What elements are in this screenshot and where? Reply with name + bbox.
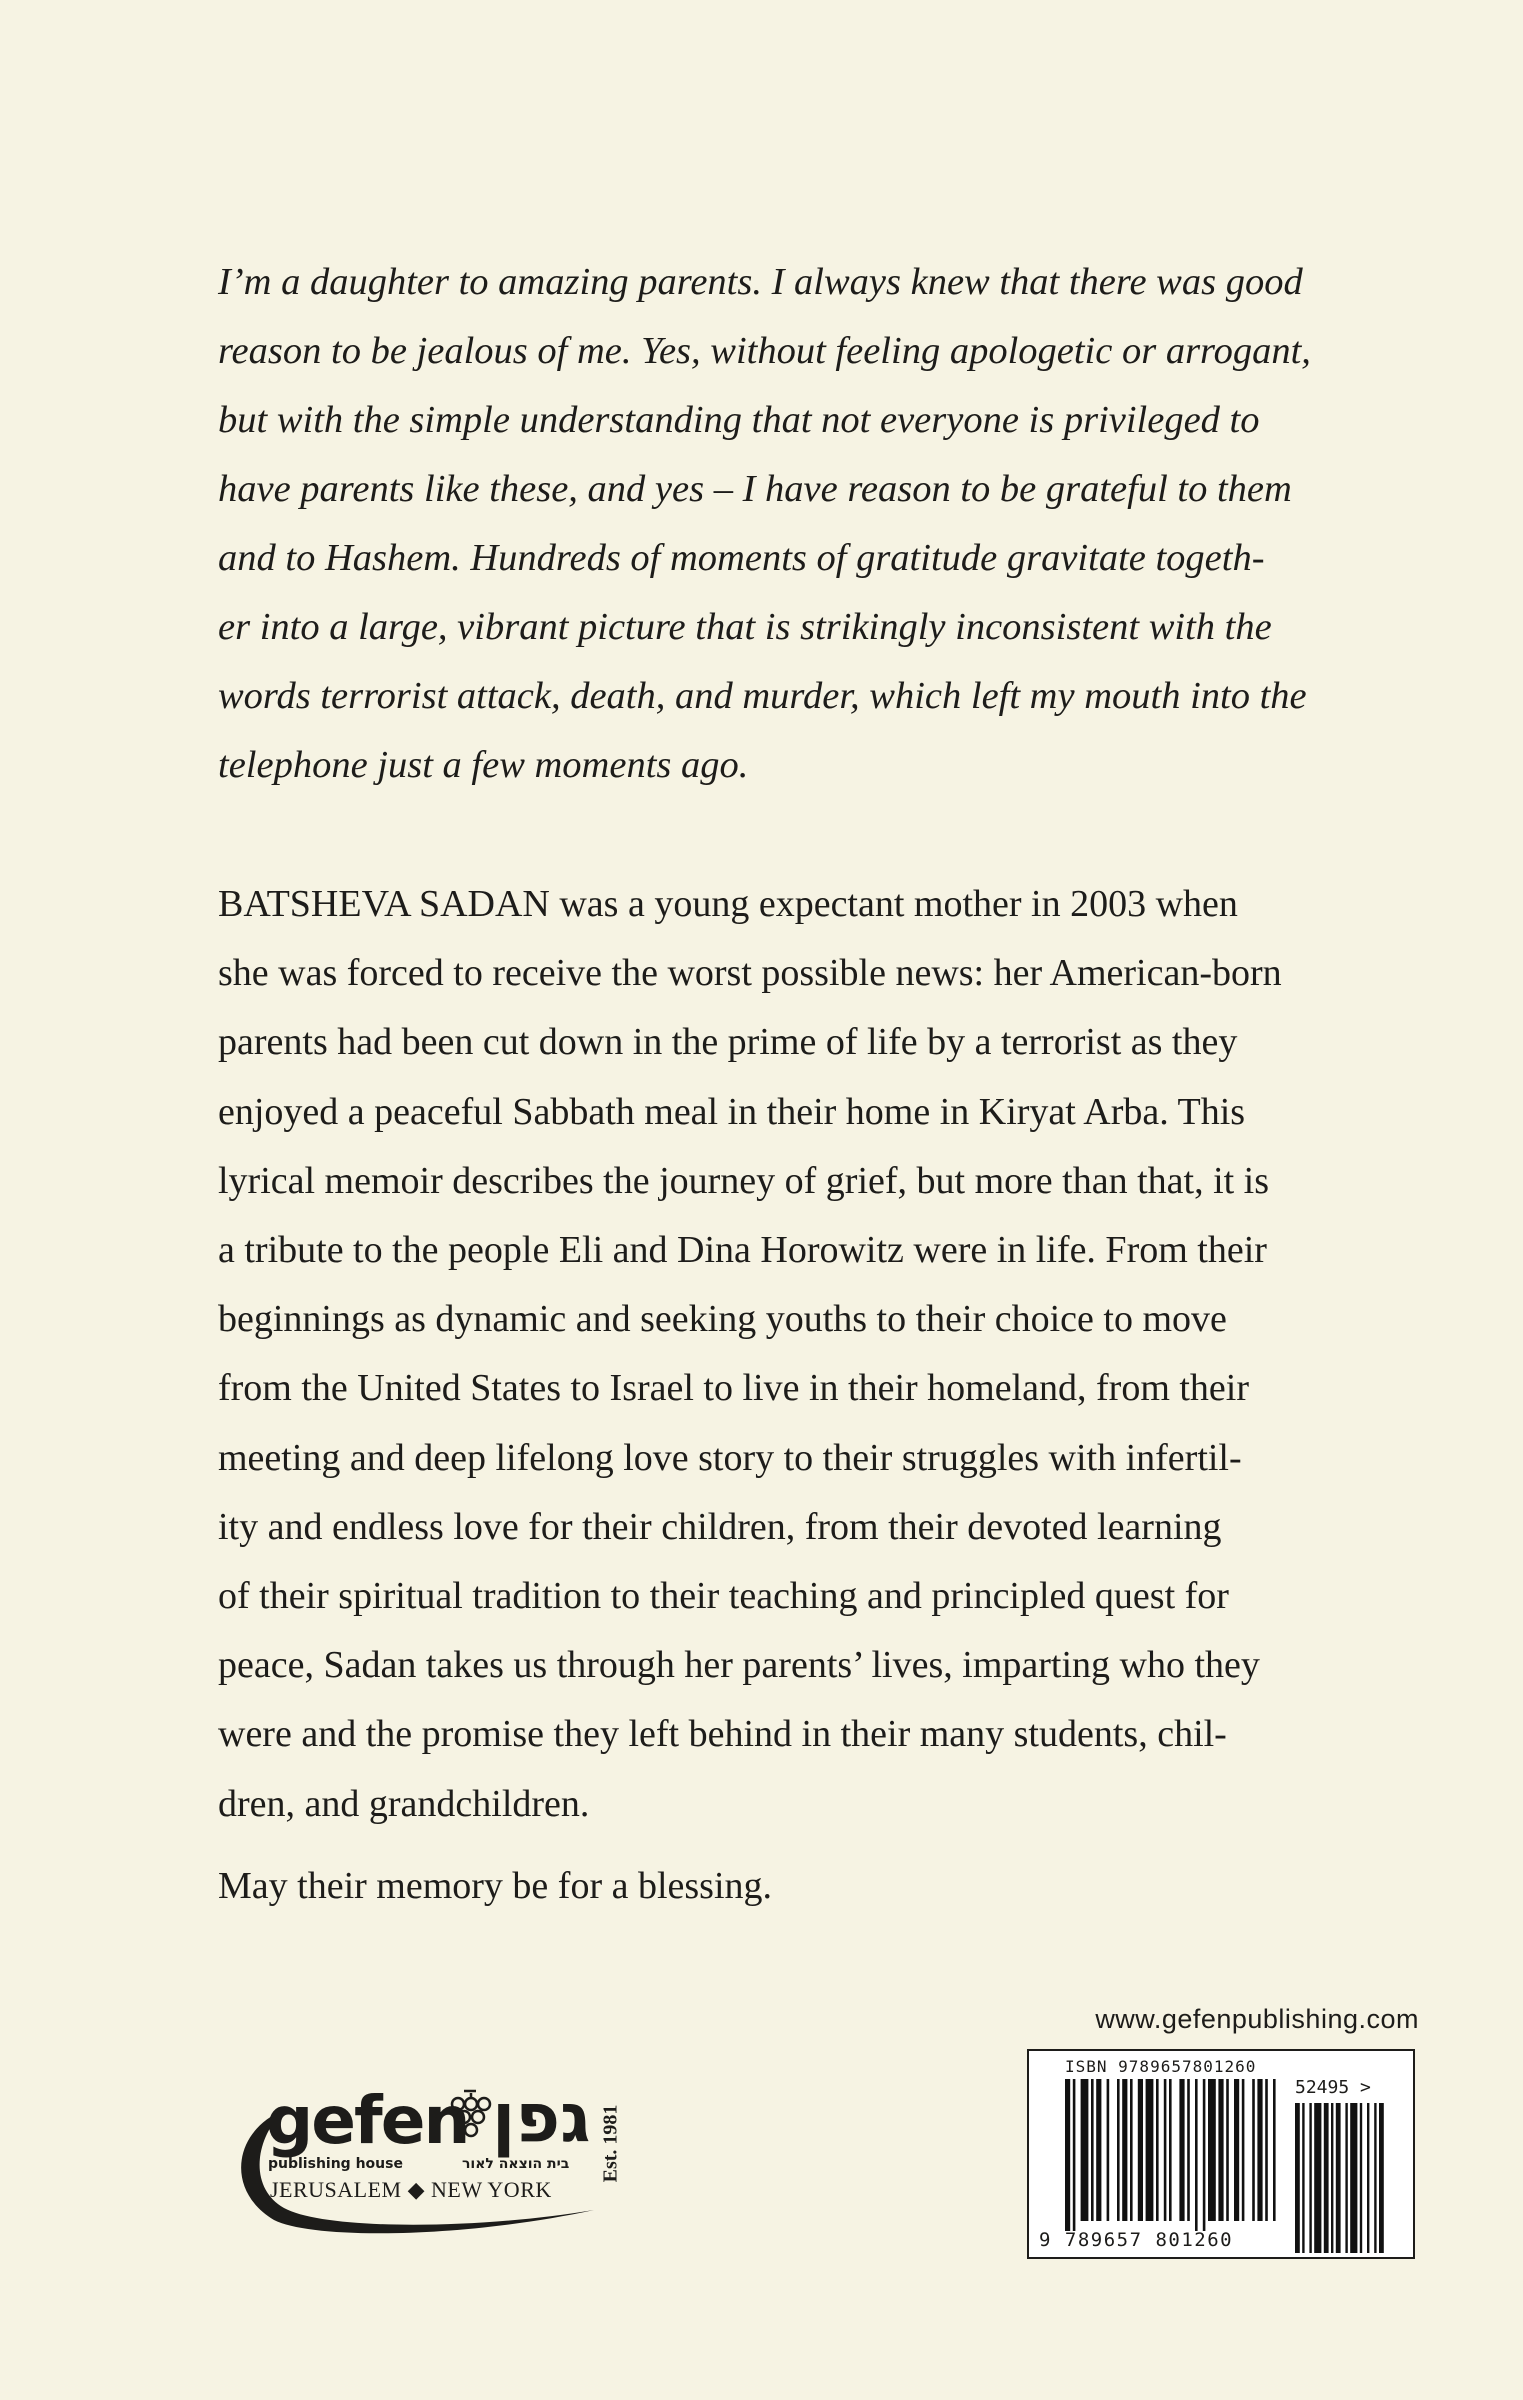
- barcode-bar: [1091, 2079, 1094, 2221]
- price-code: 52495 >: [1295, 2077, 1371, 2098]
- description-line: enjoyed a peaceful Sabbath meal in their home in Kiryat Arba. This: [218, 1090, 1246, 1133]
- barcode-bar: [1081, 2079, 1089, 2221]
- addon-bar: [1295, 2103, 1300, 2253]
- barcode-bar: [1187, 2079, 1190, 2221]
- barcode-bar: [1195, 2079, 1198, 2231]
- publisher-website: www.gefenpublishing.com: [1095, 2004, 1419, 2034]
- barcode-bar: [1218, 2079, 1223, 2221]
- publisher-logo: [214, 2080, 654, 2240]
- opening-quote: [218, 248, 1418, 800]
- description-line: lyrical memoir describes the journey of grief, but more than that, it is: [218, 1159, 1270, 1202]
- quote-line: I’m a daughter to amazing parents. I always knew that there was good: [218, 261, 1303, 303]
- addon-bar: [1314, 2103, 1321, 2253]
- addon-bar: [1360, 2103, 1362, 2253]
- barcode-bar: [1130, 2079, 1133, 2221]
- addon-bar: [1379, 2103, 1384, 2253]
- description-line: a tribute to the people Eli and Dina Horowitz were in life. From their: [218, 1229, 1267, 1272]
- addon-bar: [1331, 2103, 1333, 2253]
- quote-line: er into a large, vibrant picture that is strikingly inconsistent with the: [218, 606, 1272, 648]
- barcode-bar: [1273, 2079, 1276, 2221]
- barcode-bar: [1138, 2079, 1143, 2221]
- logo-cities: JERUSALEM ◆ NEW YORK: [270, 2177, 552, 2202]
- closing-blessing: May their memory be for a blessing.: [218, 1865, 773, 1907]
- barcode-bar: [1252, 2079, 1255, 2221]
- addon-bar: [1336, 2103, 1341, 2253]
- barcode-bar: [1146, 2079, 1154, 2221]
- barcode-bar: [1169, 2079, 1172, 2221]
- barcode-bar: [1208, 2079, 1216, 2221]
- quote-line: reason to be jealous of me. Yes, without feeling apologetic or arrogant,: [218, 330, 1311, 372]
- book-description: [218, 870, 1418, 1839]
- quote-line: have parents like these, and yes – I have reason to be grateful to them: [218, 468, 1292, 510]
- description-line: ity and endless love for their children, from their devoted learning: [218, 1505, 1222, 1548]
- barcode-bar: [1117, 2079, 1120, 2221]
- barcode-bar: [1164, 2079, 1167, 2221]
- barcode-bar: [1257, 2079, 1262, 2221]
- description-line: were and the promise they left behind in their many students, chil-: [218, 1713, 1227, 1756]
- addon-bar: [1302, 2103, 1304, 2253]
- barcode-bar: [1073, 2079, 1076, 2231]
- isbn-barcode: [1027, 2049, 1415, 2259]
- addon-bar: [1350, 2103, 1357, 2253]
- addon-bar: [1374, 2103, 1376, 2253]
- quote-line: words terrorist attack, death, and murder, which left my mouth into the: [218, 675, 1307, 717]
- logo-subtitle: publishing house: [268, 2156, 403, 2172]
- barcode-bar: [1156, 2079, 1159, 2221]
- addon-bar: [1309, 2103, 1311, 2253]
- description-line: BATSHEVA SADAN was a young expectant mother in 2003 when: [218, 883, 1238, 925]
- quote-line: but with the simple understanding that not everyone is privileged to: [218, 399, 1260, 441]
- barcode-bar: [1107, 2079, 1110, 2221]
- barcode-bar: [1234, 2079, 1239, 2221]
- barcode-bars: [1029, 2051, 1413, 2257]
- description-line: dren, and grandchildren.: [218, 1782, 590, 1825]
- addon-bar: [1324, 2103, 1329, 2253]
- logo-wordmark: gefen: [266, 2082, 469, 2159]
- description-line: of their spiritual tradition to their teaching and principled quest for: [218, 1575, 1229, 1618]
- isbn-digits: 9 789657 801260: [1039, 2229, 1234, 2251]
- barcode-bar: [1226, 2079, 1229, 2221]
- barcode-bar: [1203, 2079, 1206, 2231]
- addon-bar: [1367, 2103, 1369, 2253]
- description-line: beginnings as dynamic and seeking youths to their choice to move: [218, 1298, 1227, 1341]
- description-line: from the United States to Israel to live in their homeland, from their: [218, 1367, 1250, 1410]
- quote-line: and to Hashem. Hundreds of moments of gratitude gravitate togeth-: [218, 537, 1265, 579]
- barcode-bar: [1065, 2079, 1070, 2231]
- logo-hebrew-subtitle: בית הוצאה לאור: [462, 2156, 570, 2172]
- logo-established: Est. 1981: [599, 2104, 622, 2183]
- quote-line: telephone just a few moments ago.: [218, 744, 749, 786]
- barcode-bar: [1122, 2079, 1127, 2221]
- barcode-bar: [1242, 2079, 1245, 2221]
- barcode-bar: [1265, 2079, 1268, 2221]
- logo-hebrew-wordmark: גפן: [492, 2079, 591, 2158]
- description-line: meeting and deep lifelong love story to their struggles with infertil-: [218, 1436, 1242, 1479]
- isbn-label: ISBN 9789657801260: [1065, 2057, 1257, 2076]
- description-line: peace, Sadan takes us through her parents’ lives, imparting who they: [218, 1644, 1260, 1687]
- description-line: parents had been cut down in the prime of life by a terrorist as they: [218, 1021, 1238, 1064]
- barcode-bar: [1179, 2079, 1184, 2221]
- grapes-icon: [446, 2088, 496, 2158]
- barcode-bar: [1096, 2079, 1101, 2221]
- addon-bar: [1345, 2103, 1347, 2253]
- description-line: she was forced to receive the worst possible news: her American-born: [218, 952, 1282, 995]
